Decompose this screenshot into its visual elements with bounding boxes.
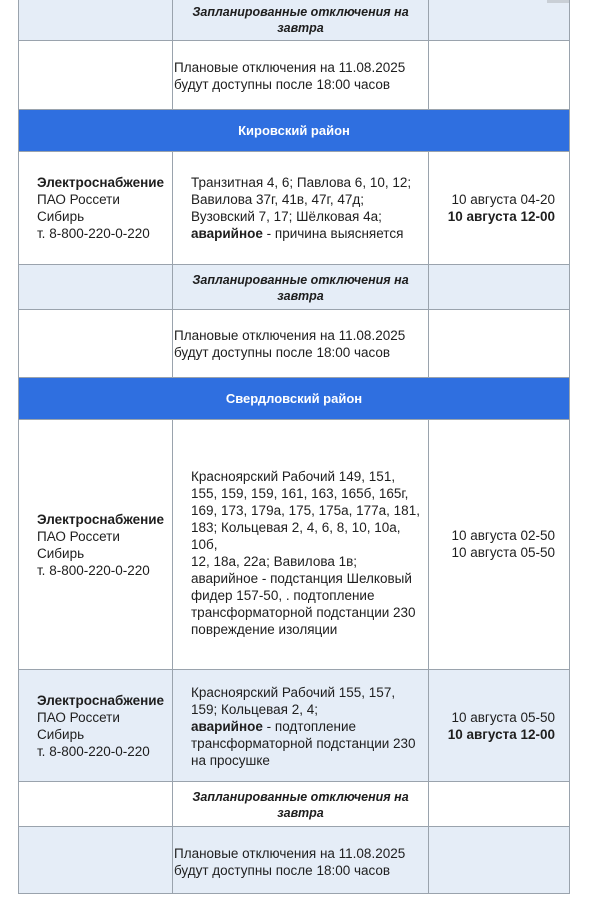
table-row (19, 670, 569, 782)
outage-addresses: Транзитная 4, 6; Павлова 6, 10, 12; Вавилова 37г, 41в, 47г, 47д; Вузовский 7, 17; Шёлковая 4а; аварийное - причина выясняется (191, 174, 422, 242)
table-row (19, 782, 569, 827)
schedule-header: Запланированные отключения на завтра (192, 273, 409, 303)
planned-notice: Плановые отключения на 11.08.2025 будут доступны после 18:00 часов (174, 846, 406, 878)
district-header-kirovsky (19, 110, 569, 152)
provider-info: Электроснабжение ПАО Россети Сибирь т. 8-800-220-0-220 (37, 512, 165, 578)
table-row (19, 310, 569, 378)
district-title: Свердловский район (225, 391, 363, 406)
table-row (19, 0, 569, 41)
page-corner-marker (547, 0, 569, 3)
table-row (19, 41, 569, 110)
schedule-header: Запланированные отключения на завтра (192, 790, 409, 820)
outage-cause: аварийное - подтопление (191, 719, 357, 734)
schedule-header: Запланированные отключения на завтра (192, 5, 409, 35)
planned-notice: Плановые отключения на 11.08.2025 будут доступны после 18:00 часов (174, 60, 406, 92)
outage-times: 10 августа 05-50 10 августа 12-00 (447, 710, 555, 742)
outage-cause: аварийное - причина выясняется (191, 226, 404, 241)
table-row (19, 420, 569, 670)
outage-times: 10 августа 04-20 10 августа 12-00 (447, 192, 555, 224)
provider-info: Электроснабжение ПАО Россети Сибирь т. 8-800-220-0-220 (37, 693, 165, 759)
outage-times: 10 августа 02-50 10 августа 05-50 (451, 528, 555, 560)
table-row (19, 152, 569, 265)
district-title: Кировский район (238, 123, 350, 138)
provider-info: Электроснабжение ПАО Россети Сибирь т. 8-800-220-0-220 (37, 175, 165, 241)
planned-notice: Плановые отключения на 11.08.2025 будут доступны после 18:00 часов (174, 328, 406, 360)
outage-addresses: Красноярский Рабочий 149, 151, 155, 159, 159, 161, 163, 165б, 165г, 169, 173, 179а, 175, 175а, 177а, 181, 183; Кольцевая 2, 4, 6, 8, 10, 10а, 10б, 12, 18а, 22а; Вавилова 1в; аварийное - подстанция Шелковый фидер 157-50, . подтопление трансформаторной подстанции 230 повреждение изоляции (191, 469, 420, 637)
district-header-sverdlovsky (19, 378, 569, 420)
outage-addresses: Красноярский Рабочий 155, 157, 159; Кольцевая 2, 4; аварийное - подтопление трансформаторной подстанции 230 на просушке (191, 684, 422, 769)
table-row (19, 827, 569, 893)
table-row (19, 265, 569, 310)
outage-table (18, 0, 570, 894)
